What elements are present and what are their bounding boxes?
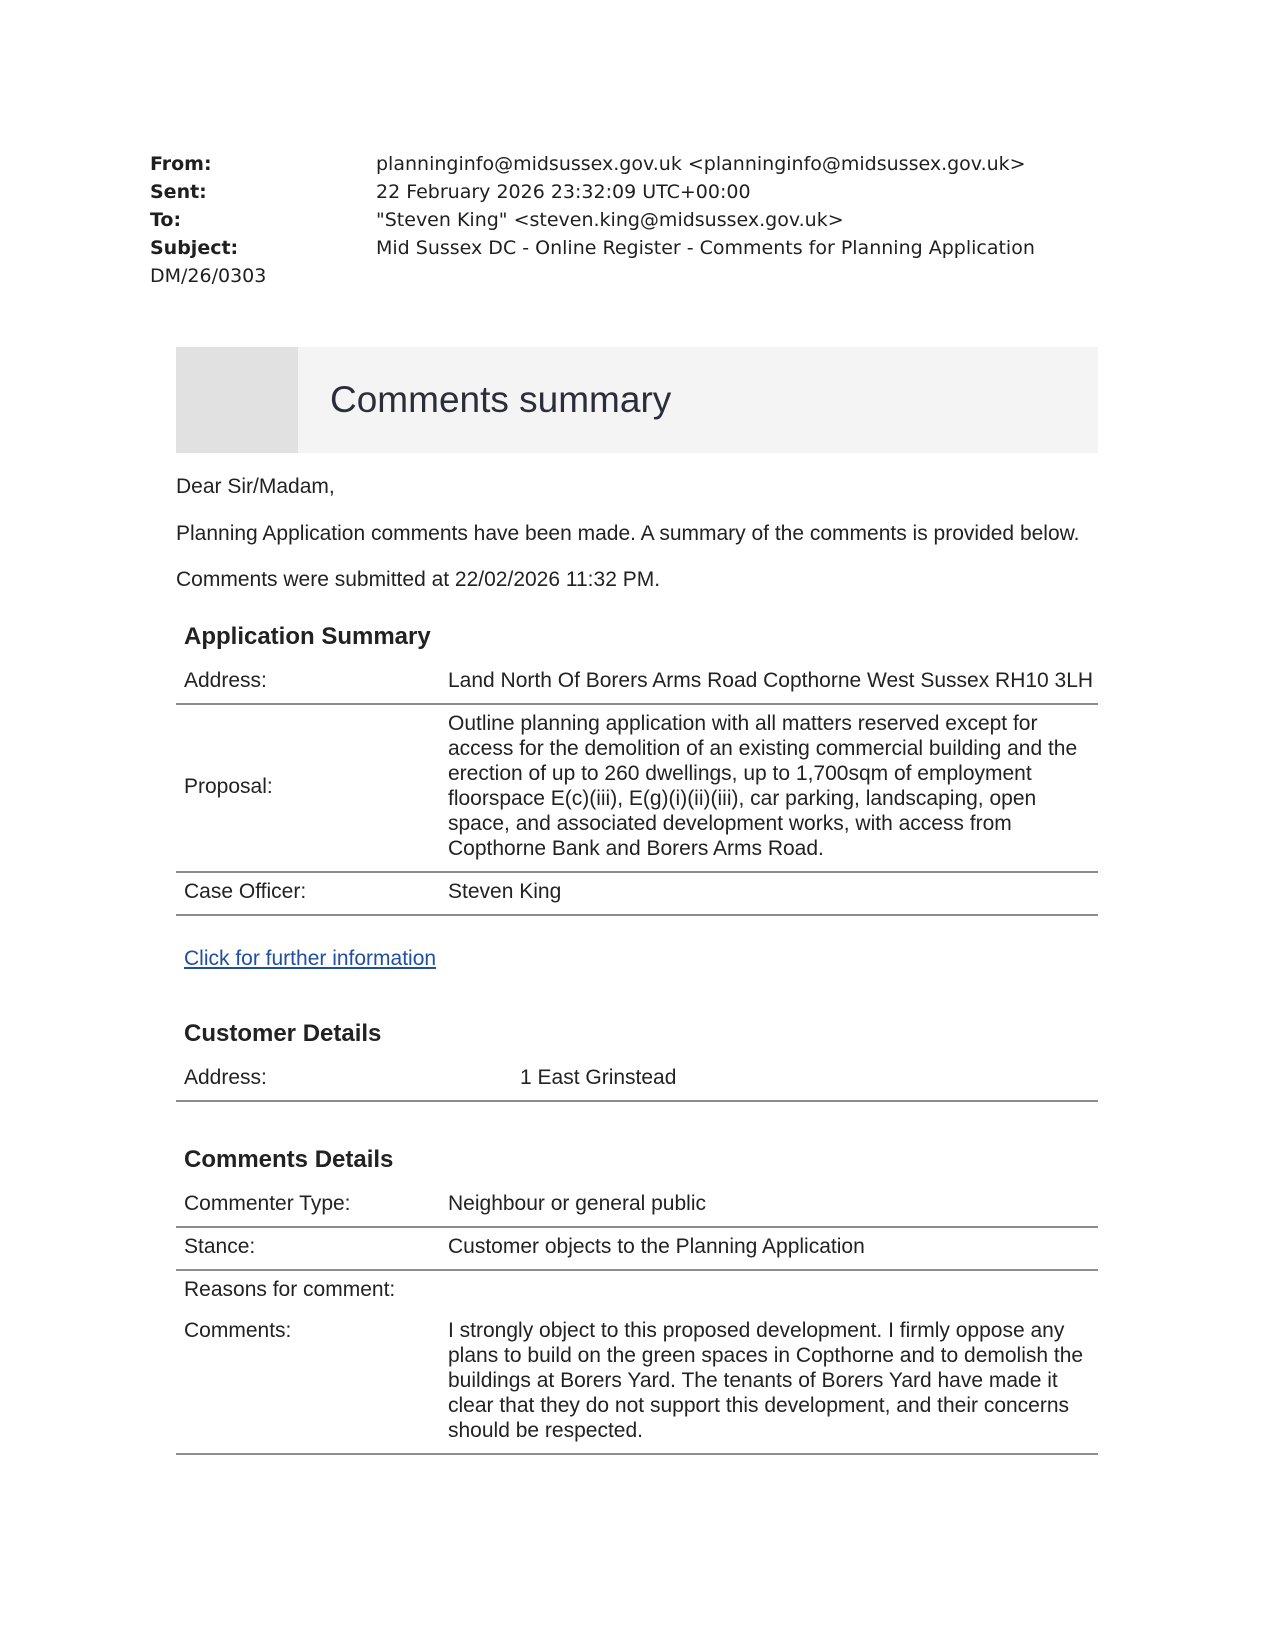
email-header xyxy=(150,150,1080,290)
application-address-label: Address: xyxy=(184,669,267,692)
proposal-row xyxy=(176,705,1098,873)
sent-row xyxy=(150,178,1080,206)
subject-value: Mid Sussex DC - Online Register - Comments for Planning Application xyxy=(376,237,1035,259)
customer-address-value: 1 East Grinstead xyxy=(520,1066,677,1089)
application-summary-heading: Application Summary xyxy=(184,623,431,650)
subject-reference: DM/26/0303 xyxy=(150,265,267,287)
subject-row xyxy=(150,234,1080,262)
customer-details-table xyxy=(176,1059,1098,1102)
comments-details-heading: Comments Details xyxy=(184,1146,394,1173)
subject-label: Subject: xyxy=(150,237,239,259)
case-officer-value: Steven King xyxy=(448,880,562,903)
banner-side-block xyxy=(176,347,298,453)
further-info-link[interactable]: Click for further information xyxy=(184,947,437,970)
comments-details-table xyxy=(176,1185,1098,1455)
to-value: "Steven King" <steven.king@midsussex.gov.uk> xyxy=(376,209,844,231)
to-label: To: xyxy=(150,209,182,231)
proposal-label: Proposal: xyxy=(184,774,273,798)
commenter-type-value: Neighbour or general public xyxy=(448,1192,706,1215)
stance-row xyxy=(176,1228,1098,1271)
banner-title: Comments summary xyxy=(330,379,672,420)
sent-label: Sent: xyxy=(150,181,207,203)
stance-label: Stance: xyxy=(184,1235,256,1258)
case-officer-row xyxy=(176,873,1098,916)
email-body xyxy=(176,347,1098,1455)
sent-value: 22 February 2026 23:32:09 UTC+00:00 xyxy=(376,181,751,203)
greeting: Dear Sir/Madam, xyxy=(176,475,335,498)
customer-details-heading: Customer Details xyxy=(184,1020,382,1047)
application-address-row xyxy=(176,662,1098,705)
comments-value: I strongly object to this proposed development. I firmly oppose any plans to build on the green spaces in Copthorne and to demolish the buildings at Borers Yard. The tenants of Borers Yard have made it clear that they do not support this development, and their concerns should be respected. xyxy=(448,1319,1084,1442)
comments-label: Comments: xyxy=(184,1319,292,1342)
from-label: From: xyxy=(150,153,212,175)
from-value: planninginfo@midsussex.gov.uk <planninginfo@midsussex.gov.uk> xyxy=(376,153,1026,175)
application-summary-table xyxy=(176,662,1098,916)
commenter-type-label: Commenter Type: xyxy=(184,1192,351,1215)
stance-value: Customer objects to the Planning Application xyxy=(448,1235,865,1258)
submitted-text: Comments were submitted at 22/02/2026 11:32 PM. xyxy=(176,568,661,591)
proposal-value: Outline planning application with all matters reserved except for access for the demolition of an existing commercial building and the erection of up to 260 dwellings, up to 1,700sqm of employment floorspace E(c)(iii), E(g)(i)(ii)(iii), car parking, landscaping, open space, and associated development works, with access from Copthorne Bank and Borers Arms Road. xyxy=(448,712,1078,860)
customer-address-row xyxy=(176,1059,1098,1102)
reasons-row xyxy=(176,1271,1098,1312)
further-info-container xyxy=(176,946,1098,971)
reasons-label: Reasons for comment: xyxy=(184,1278,396,1301)
intro-text: Planning Application comments have been made. A summary of the comments is provided below. xyxy=(176,522,1080,545)
from-row xyxy=(150,150,1080,178)
commenter-type-row xyxy=(176,1185,1098,1228)
application-address-value: Land North Of Borers Arms Road Copthorne West Sussex RH10 3LH xyxy=(448,669,1094,692)
case-officer-label: Case Officer: xyxy=(184,880,307,903)
to-row xyxy=(150,206,1080,234)
customer-address-label: Address: xyxy=(184,1066,267,1089)
comments-summary-banner xyxy=(176,347,1098,453)
comments-row xyxy=(176,1312,1098,1455)
